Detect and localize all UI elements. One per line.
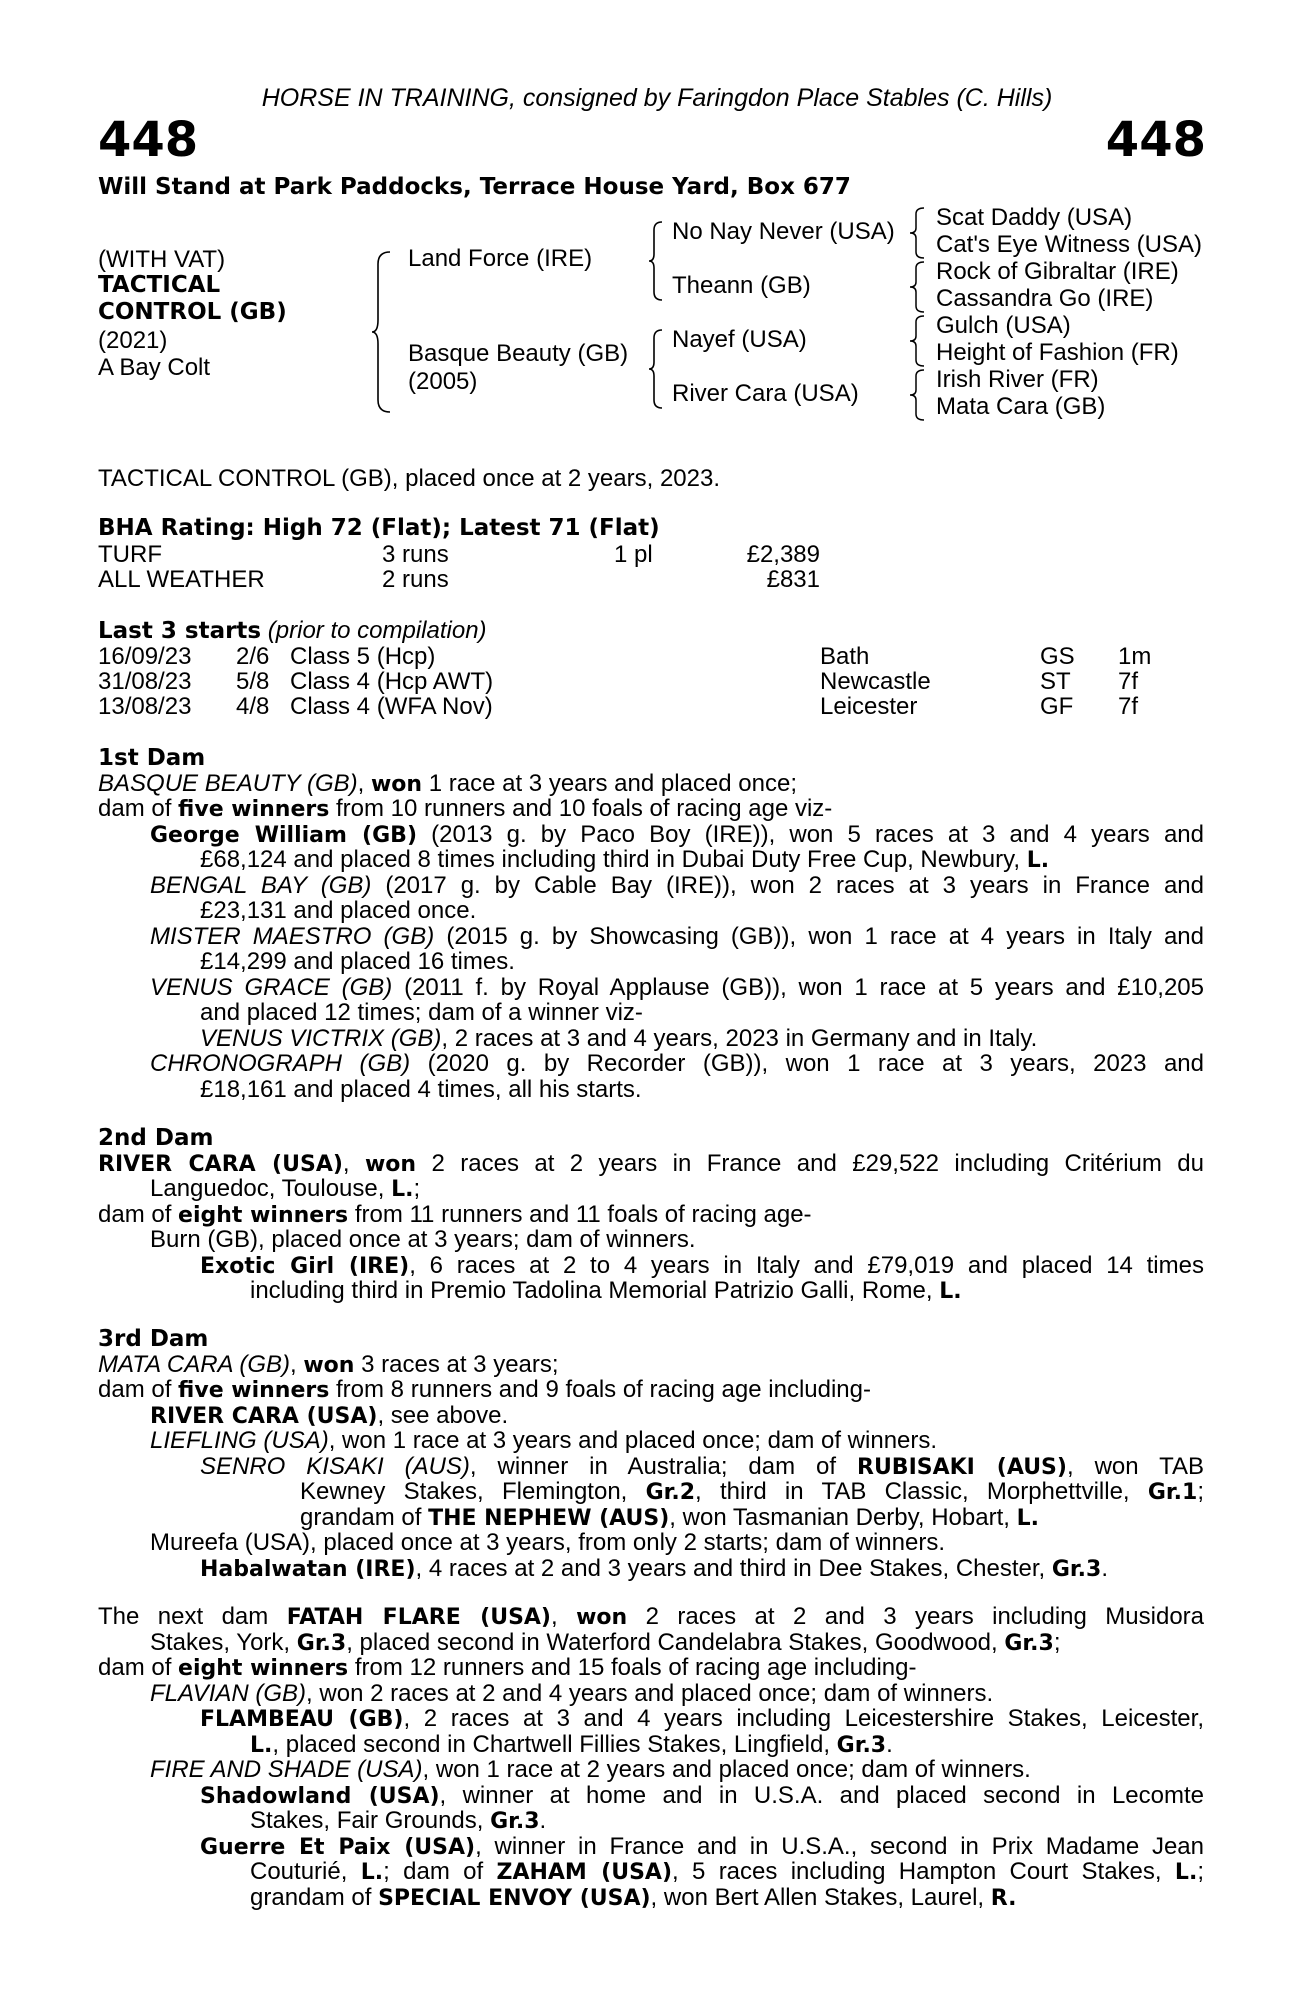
ggp-7: Irish River (FR) [936, 366, 1099, 393]
third-dam-section: 3rd Dam MATA CARA (GB), won 3 races at 3 years; dam of five winners from 8 runners and 9 foals of racing age including- RIVER CARA (USA), see above. LIEFLING (USA), won 1 race at 3 years and placed once; dam of winners. SENRO KISAKI (AUS), winner in Australia; dam of RUBISAKI (AUS), won TAB Kewney Stakes, Flemington, Gr.2, third in TAB Classic, Morphettville, Gr.1; grandam of THE NEPHEW (AUS), won Tasmanian Derby, Hobart, L. Mureefa (USA), placed once at 3 years, from only 2 starts; dam of winners. Habalwatan (IRE), 4 races at 2 and 3 years and third in Dee Stakes, Chester, Gr.3. [98, 1326, 1204, 1582]
horse-description: A Bay Colt [98, 354, 211, 381]
next-dam-name: FATAH FLARE (USA) [286, 1605, 551, 1630]
bengal-bay-record: (2017 g. by Cable Bay (IRE)), won 2 races at 3 years in France and [371, 871, 1204, 899]
start-2-dist: 7f [1118, 668, 1139, 695]
first-dam-title: 1st Dam [98, 745, 206, 771]
start-2-date: 31/08/23 [98, 668, 192, 695]
consignment-header: HORSE IN TRAINING, consigned by Faringdon Place Stables (C. Hills) [261, 84, 1053, 112]
rubisaki-grade-2: Gr.2 [645, 1480, 696, 1505]
the-nephew-record: , won Tasmanian Derby, Hobart, [669, 1503, 1017, 1531]
lot-number-left: 448 [98, 112, 199, 168]
horse-summary: TACTICAL CONTROL (GB), placed once at 2 years, 2023. [98, 465, 721, 492]
third-dam-name: MATA CARA (GB) [98, 1350, 290, 1378]
produce-flambeau [98, 1706, 1204, 1732]
bengal-bay-record-2: £23,131 and placed once. [200, 897, 477, 924]
pedigree-sire: Land Force (IRE) [408, 245, 593, 272]
guerre-et-paix-record: , winner in France and in U.S.A., second in Prix Madame Jean [475, 1832, 1204, 1860]
produce-guerre-et-paix [98, 1834, 1204, 1860]
mister-maestro-record-2: £14,299 and placed 16 times. [200, 948, 515, 975]
rating-earnings-turf: £2,389 [746, 541, 820, 568]
george-william-record-2: £68,124 and placed 8 times including third in Dubai Duty Free Cup, Newbury, [200, 846, 1027, 873]
habalwatan-end: . [1101, 1554, 1108, 1582]
chronograph-record-2: £18,161 and placed 4 times, all his starts. [200, 1075, 642, 1103]
rubisaki-record-2: Kewney Stakes, Flemington, [300, 1478, 646, 1505]
ggp-brace-2 [908, 260, 926, 314]
pedigree-dam: Basque Beauty (GB) [408, 340, 629, 367]
shadowland-grade: Gr.3 [490, 1809, 540, 1834]
last-starts-note: (prior to compilation) [267, 617, 487, 644]
river-cara-note: , see above. [377, 1401, 509, 1429]
rubisaki-grade-1: Gr.1 [1147, 1480, 1198, 1505]
guerre-et-paix-grade: L. [360, 1860, 384, 1885]
start-2-pos: 5/8 [236, 668, 270, 695]
liefling-record: , won 1 race at 3 years and placed once; dam of winners. [328, 1427, 938, 1454]
senro-kisaki-record: , winner in Australia; dam of [469, 1452, 857, 1480]
third-dam-winners: five winners [178, 1378, 330, 1403]
next-dam-winners: eight winners [178, 1656, 349, 1681]
the-nephew-grade: L. [1016, 1505, 1039, 1531]
produce-shadowland [98, 1783, 1204, 1809]
rating-placed-turf: 1 pl [614, 541, 653, 568]
horse-name-line2: CONTROL (GB) [98, 299, 287, 325]
next-dam-pre: The next dam [98, 1603, 287, 1630]
flambeau-record-2: , placed second in Chartwell Fillies Stakes, Lingfield, [272, 1730, 837, 1758]
rating-runs-aw: 2 runs [382, 566, 449, 593]
start-1-date: 16/09/23 [98, 643, 192, 670]
rubisaki-name: RUBISAKI (AUS) [857, 1454, 1067, 1480]
rubisaki-record: , won TAB [1066, 1452, 1204, 1480]
next-dam-section: The next dam FATAH FLARE (USA), won 2 races at 2 and 3 years including Musidora Stakes, York, Gr.3, placed second in Waterford Candelabra Stakes, Goodwood, Gr.3; dam of eight winners from 12 runners and 15 foals of racing age including- FLAVIAN (GB), won 2 races at 2 and 4 years and placed once; dam of winners. FLAMBEAU (GB), 2 races at 3 and 4 years including Leicestershire Stakes, Leicester, L., placed second in Chartwell Fillies Stakes, Lingfield, Gr.3. FIRE AND SHADE (USA), won 1 race at 2 years and placed once; dam of winners. Shadowland (USA), winner at home and in U.S.A. and placed second in Lecomte Stakes, Fair Grounds, Gr.3. Guerre Et Paix (USA), winner in France and in U.S.A., second in Prix Madame Jean Couturié, L.; dam of ZAHAM (USA), 5 races including Hampton Court Stakes, L.; grandam of SPECIAL ENVOY (USA), won Bert Allen Stakes, Laurel, R. [98, 1603, 1205, 1911]
next-dam-record-2: Stakes, York, [150, 1628, 297, 1656]
next-dam-produce-pre: dam of [98, 1654, 179, 1681]
rating-surface-turf: TURF [98, 541, 162, 568]
produce-habalwatan [98, 1556, 1204, 1582]
exotic-girl-name: Exotic Girl (IRE) [200, 1253, 410, 1279]
start-1-going: GS [1040, 643, 1075, 670]
george-william-record: (2013 g. by Paco Boy (IRE)), won 5 races at 3 and 4 years and [417, 820, 1204, 848]
shadowland-record: , winner at home and in U.S.A. and placed second in Lecomte [439, 1781, 1204, 1809]
flavian-name: FLAVIAN (GB) [150, 1679, 307, 1707]
flambeau-record: , 2 races at 3 and 4 years including Leicestershire Stakes, Leicester, [403, 1705, 1204, 1732]
flambeau-name: FLAMBEAU (GB) [200, 1707, 404, 1732]
start-3-pos: 4/8 [236, 693, 270, 720]
bha-rating-title: BHA Rating: High 72 (Flat); Latest 71 (Flat) [98, 515, 660, 541]
river-cara-name: RIVER CARA (USA) [150, 1403, 378, 1429]
ggp-2: Cat's Eye Witness (USA) [936, 231, 1202, 258]
next-dam-grade-1: Gr.3 [296, 1630, 347, 1656]
stand-location: Will Stand at Park Paddocks, Terrace House Yard, Box 677 [98, 174, 851, 200]
last-starts-title [98, 617, 487, 645]
first-dam-produce-pre: dam of [98, 795, 179, 822]
zaham-grade: L. [1174, 1860, 1198, 1885]
flavian-record: , won 2 races at 2 and 4 years and placed once; dam of winners. [306, 1679, 994, 1707]
start-1-course: Bath [820, 643, 870, 670]
ggp-3: Rock of Gibraltar (IRE) [936, 258, 1179, 285]
rubisaki-record-3: , third in TAB Classic, Morphettville, [695, 1478, 1148, 1505]
produce-chronograph [98, 1051, 1204, 1077]
shadowland-end: . [539, 1807, 547, 1834]
second-dam-won: won [364, 1151, 417, 1177]
last-starts-label: Last 3 starts [98, 618, 262, 644]
produce-senro-kisaki [98, 1454, 1204, 1480]
special-envoy-name: SPECIAL ENVOY (USA) [378, 1885, 651, 1911]
pedigree-dam-sire: Nayef (USA) [672, 326, 807, 353]
horse-name-line1: TACTICAL [98, 272, 221, 298]
third-dam-title: 3rd Dam [98, 1326, 209, 1352]
pedigree-main-brace [370, 250, 392, 414]
first-dam-winners: five winners [178, 797, 330, 822]
second-dam-produce-pre: dam of [98, 1200, 179, 1228]
bengal-bay-name: BENGAL BAY (GB) [150, 871, 372, 899]
venus-grace-record: (2011 f. by Royal Applause (GB)), won 1 race at 5 years and £10,205 [392, 973, 1204, 1001]
next-dam-produce: from 12 runners and 15 foals of racing age including- [348, 1654, 917, 1681]
second-dam-name: RIVER CARA (USA) [98, 1151, 343, 1177]
liefling-name: LIEFLING (USA) [150, 1427, 329, 1454]
ggp-8: Mata Cara (GB) [936, 393, 1106, 420]
produce-fire-and-shade [98, 1757, 1204, 1783]
next-dam-record-end: ; [1053, 1628, 1061, 1656]
chronograph-name: CHRONOGRAPH (GB) [150, 1050, 411, 1077]
chronograph-record: (2020 g. by Recorder (GB)), won 1 race at 3 years, 2023 and [410, 1050, 1204, 1077]
special-envoy-grade: R. [990, 1885, 1017, 1911]
start-3-race: Class 4 (WFA Nov) [290, 693, 493, 720]
first-dam-produce: from 10 runners and 10 foals of racing age viz- [329, 795, 833, 822]
second-dam-grade: L. [391, 1177, 414, 1202]
third-dam-produce: from 8 runners and 9 foals of racing age including- [329, 1376, 871, 1403]
george-william-name: George William (GB) [150, 822, 417, 848]
produce-mister-maestro [98, 924, 1204, 950]
rating-earnings-aw: £831 [766, 566, 820, 593]
zaham-name: ZAHAM (USA) [496, 1860, 672, 1885]
pedigree-dam-year: (2005) [408, 368, 478, 395]
guerre-et-paix-record-3: ; dam of [383, 1858, 497, 1885]
guerre-et-paix-name: Guerre Et Paix (USA) [200, 1834, 476, 1860]
second-dam-section: 2nd Dam RIVER CARA (USA), won 2 races at 2 years in France and £29,522 including Critérium du Languedoc, Toulouse, L.; dam of eight winners from 11 runners and 11 foals of racing age- Burn (GB), placed once at 3 years; dam of winners. Exotic Girl (IRE), 6 races at 2 to 4 years in Italy and £79,019 and placed 14 times including third in Premio Tadolina Memorial Patrizio Galli, Rome, L. [98, 1125, 1204, 1304]
pedigree-sire-dam: Theann (GB) [672, 272, 811, 299]
habalwatan-grade: Gr.3 [1051, 1556, 1102, 1582]
ggp-4: Cassandra Go (IRE) [936, 285, 1154, 312]
vat-note: (WITH VAT) [98, 246, 226, 273]
special-envoy-record: , won Bert Allen Stakes, Laurel, [650, 1883, 991, 1911]
second-dam-winners: eight winners [178, 1202, 349, 1228]
produce-exotic-girl [98, 1253, 1204, 1279]
produce-liefling [98, 1428, 1204, 1454]
start-2-course: Newcastle [820, 668, 931, 695]
special-envoy-pre: grandam of [250, 1883, 379, 1911]
shadowland-name: Shadowland (USA) [200, 1783, 440, 1809]
start-3-dist: 7f [1118, 693, 1139, 720]
second-dam-record-end: ; [413, 1175, 421, 1202]
horse-year: (2021) [98, 327, 168, 354]
produce-mureefa: Mureefa (USA), placed once at 3 years, from only 2 starts; dam of winners. [150, 1529, 945, 1556]
produce-flavian [98, 1681, 1204, 1707]
produce-venus-grace [98, 975, 1204, 1001]
rubisaki-record-end: ; [1197, 1478, 1204, 1505]
ggp-brace-1 [908, 206, 926, 260]
mister-maestro-record: (2015 g. by Showcasing (GB)), won 1 race at 4 years in Italy and [434, 922, 1204, 950]
zaham-record: , 5 races including Hampton Court Stakes, [672, 1858, 1175, 1885]
george-william-grade: L. [1026, 848, 1050, 873]
venus-victrix-record: , 2 races at 3 and 4 years, 2023 in Germany and in Italy. [441, 1024, 1038, 1052]
start-1-race: Class 5 (Hcp) [290, 643, 436, 670]
start-3-going: GF [1040, 693, 1074, 720]
first-dam-record: 1 race at 3 years and placed once; [422, 769, 797, 797]
produce-venus-victrix [98, 1026, 1204, 1052]
third-dam-record: 3 races at 3 years; [354, 1350, 559, 1378]
second-dam-record-2: Languedoc, Toulouse, [150, 1175, 392, 1202]
second-dam-record: 2 races at 2 years in France and £29,522 including Critérium du [416, 1149, 1204, 1177]
fire-and-shade-name: FIRE AND SHADE (USA) [150, 1756, 423, 1783]
venus-victrix-name: VENUS VICTRIX (GB) [200, 1024, 442, 1052]
habalwatan-record: , 4 races at 2 and 3 years and third in Dee Stakes, Chester, [415, 1554, 1052, 1582]
next-dam-record-3: , placed second in Waterford Candelabra Stakes, Goodwood, [346, 1628, 1005, 1656]
mister-maestro-name: MISTER MAESTRO (GB) [150, 922, 435, 950]
first-dam-section: 1st Dam BASQUE BEAUTY (GB), won 1 race at 3 years and placed once; dam of five winners from 10 runners and 10 foals of racing age viz- George William (GB) (2013 g. by Paco Boy (IRE)), won 5 races at 3 and 4 years and £68,124 and placed 8 times including third in Dubai Duty Free Cup, Newbury, L. BENGAL BAY (GB) (2017 g. by Cable Bay (IRE)), won 2 races at 3 years in France and £23,131 and placed once. MISTER MAESTRO (GB) (2015 g. by Showcasing (GB)), won 1 race at 4 years in Italy and £14,299 and placed 16 times. VENUS GRACE (GB) (2011 f. by Royal Applause (GB)), won 1 race at 5 years and £10,205 and placed 12 times; dam of a winner viz- VENUS VICTRIX (GB), 2 races at 3 and 4 years, 2023 in Germany and in Italy. CHRONOGRAPH (GB) (2020 g. by Recorder (GB)), won 1 race at 3 years, 2023 and £18,161 and placed 4 times, all his starts. [98, 745, 1204, 1103]
fire-and-shade-record: , won 1 race at 2 years and placed once; dam of winners. [422, 1756, 1031, 1783]
pedigree-dam-brace [648, 328, 664, 410]
pedigree-sire-brace [648, 220, 664, 302]
produce-river-cara [98, 1403, 1204, 1429]
ggp-1: Scat Daddy (USA) [936, 204, 1133, 231]
start-1-pos: 2/6 [236, 643, 270, 670]
produce-bengal-bay [98, 873, 1204, 899]
produce-george-william [98, 822, 1204, 848]
shadowland-record-2: Stakes, Fair Grounds, [250, 1807, 491, 1834]
ggp-brace-3 [908, 314, 926, 368]
third-dam-produce-pre: dam of [98, 1376, 179, 1403]
exotic-girl-record-2: including third in Premio Tadolina Memorial Patrizio Galli, Rome, [250, 1277, 940, 1304]
exotic-girl-record: , 6 races at 2 to 4 years in Italy and £79,019 and placed 14 times [409, 1251, 1204, 1279]
ggp-brace-4 [908, 368, 926, 422]
flambeau-grade-2: Gr.3 [836, 1732, 887, 1758]
next-dam-grade-2: Gr.3 [1004, 1630, 1054, 1656]
second-dam-title: 2nd Dam [98, 1125, 214, 1151]
venus-grace-name: VENUS GRACE (GB) [150, 973, 393, 1001]
second-dam-produce: from 11 runners and 11 foals of racing age- [348, 1200, 812, 1228]
third-dam-won: won [303, 1352, 355, 1378]
start-1-dist: 1m [1118, 643, 1152, 670]
zaham-end: ; [1197, 1858, 1204, 1885]
pedigree-sire-sire: No Nay Never (USA) [672, 218, 895, 245]
rating-surface-aw: ALL WEATHER [98, 566, 265, 593]
start-3-date: 13/08/23 [98, 693, 192, 720]
exotic-girl-grade: L. [939, 1279, 962, 1304]
nephew-pre: grandam of [300, 1503, 429, 1531]
next-dam-record: 2 races at 2 and 3 years including Musidora [627, 1603, 1205, 1630]
ggp-6: Height of Fashion (FR) [936, 339, 1179, 366]
start-2-going: ST [1040, 668, 1071, 695]
produce-burn: Burn (GB), placed once at 3 years; dam of winners. [150, 1226, 696, 1253]
guerre-et-paix-record-2: Couturié, [250, 1858, 361, 1885]
first-dam-name: BASQUE BEAUTY (GB) [98, 769, 358, 797]
next-dam-won: won [576, 1605, 628, 1630]
rating-runs-turf: 3 runs [382, 541, 449, 568]
pedigree-dam-dam: River Cara (USA) [672, 380, 859, 407]
first-dam-won: won [370, 771, 423, 797]
start-3-course: Leicester [820, 693, 918, 720]
senro-kisaki-name: SENRO KISAKI (AUS) [200, 1452, 470, 1480]
the-nephew-name: THE NEPHEW (AUS) [428, 1505, 670, 1531]
lot-number-right: 448 [1105, 112, 1206, 168]
ggp-5: Gulch (USA) [936, 312, 1071, 339]
habalwatan-name: Habalwatan (IRE) [200, 1556, 416, 1582]
venus-grace-record-2: and placed 12 times; dam of a winner viz- [200, 999, 643, 1026]
start-2-race: Class 4 (Hcp AWT) [290, 668, 494, 695]
flambeau-grade-1: L. [250, 1732, 273, 1758]
flambeau-end: . [886, 1730, 893, 1758]
